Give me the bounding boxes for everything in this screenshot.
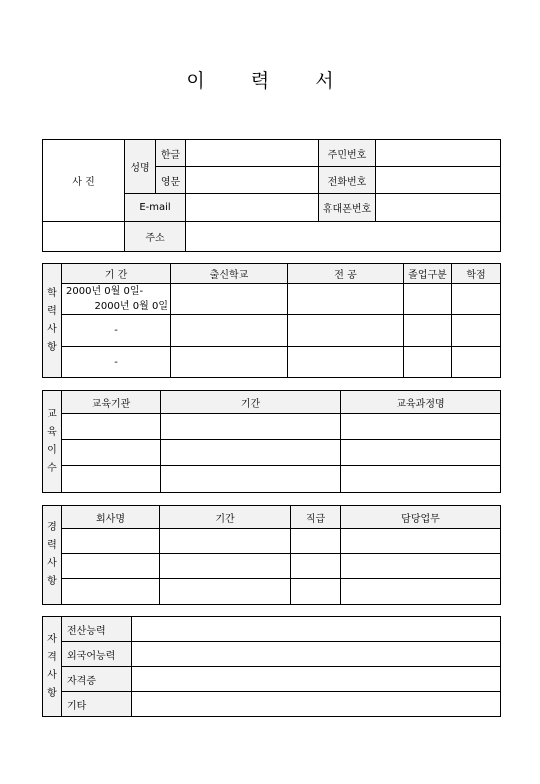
edu-grade-field[interactable] <box>452 315 501 347</box>
hangul-name-field[interactable] <box>186 140 319 167</box>
email-field[interactable] <box>186 194 319 222</box>
training-header-institution: 교육기관 <box>62 391 161 414</box>
career-duties-field[interactable] <box>341 554 501 579</box>
training-course-field[interactable] <box>341 414 501 440</box>
computer-skills-label: 전산능력 <box>62 617 132 642</box>
photo-box-bottom <box>43 222 125 252</box>
career-header-company: 회사명 <box>62 506 160 529</box>
other-label: 기타 <box>62 692 132 717</box>
training-institution-field[interactable] <box>62 414 161 440</box>
career-company-field[interactable] <box>62 579 160 605</box>
career-period-field[interactable] <box>160 554 291 579</box>
qualification-table <box>42 616 501 717</box>
hangul-label: 한글 <box>156 140 186 167</box>
email-label: E-mail <box>125 194 186 222</box>
edu-major-field[interactable] <box>288 284 404 315</box>
resident-no-field[interactable] <box>376 140 501 167</box>
edu-period-field[interactable]: 2000년 0월 0일- 2000년 0월 0일 <box>62 284 171 315</box>
education-side-label: 학 력 사 항 <box>43 264 62 378</box>
edu-period-field[interactable]: - <box>62 315 171 347</box>
career-header-position: 직급 <box>291 506 341 529</box>
edu-major-field[interactable] <box>288 347 404 378</box>
career-position-field[interactable] <box>291 554 341 579</box>
training-table <box>42 390 501 493</box>
language-skills-field[interactable] <box>132 642 501 667</box>
qualification-side-label: 자 격 사 항 <box>43 617 62 717</box>
edu-grade-field[interactable] <box>452 284 501 315</box>
other-field[interactable] <box>132 692 501 717</box>
career-duties-field[interactable] <box>341 579 501 605</box>
edu-graduation-field[interactable] <box>404 347 452 378</box>
edu-graduation-field[interactable] <box>404 315 452 347</box>
career-table <box>42 505 501 605</box>
career-header-period: 기간 <box>160 506 291 529</box>
edu-header-major: 전 공 <box>288 264 404 284</box>
phone-field[interactable] <box>376 167 501 194</box>
career-company-field[interactable] <box>62 529 160 554</box>
edu-period-field[interactable]: - <box>62 347 171 378</box>
career-position-field[interactable] <box>291 529 341 554</box>
edu-school-field[interactable] <box>171 284 288 315</box>
edu-grade-field[interactable] <box>452 347 501 378</box>
training-course-field[interactable] <box>341 440 501 466</box>
edu-header-graduation: 졸업구분 <box>404 264 452 284</box>
edu-header-grade: 학점 <box>452 264 501 284</box>
edu-school-field[interactable] <box>171 315 288 347</box>
mobile-label: 휴대폰번호 <box>319 194 376 222</box>
mobile-field[interactable] <box>376 194 501 222</box>
edu-major-field[interactable] <box>288 315 404 347</box>
training-side-label: 교 육 이 수 <box>43 391 62 493</box>
address-field[interactable] <box>186 222 501 252</box>
language-skills-label: 외국어능력 <box>62 642 132 667</box>
career-period-field[interactable] <box>160 579 291 605</box>
edu-graduation-field[interactable] <box>404 284 452 315</box>
training-period-field[interactable] <box>161 466 341 493</box>
english-label: 영문 <box>156 167 186 194</box>
training-period-field[interactable] <box>161 440 341 466</box>
edu-header-school: 출신학교 <box>171 264 288 284</box>
training-institution-field[interactable] <box>62 466 161 493</box>
certificates-field[interactable] <box>132 667 501 692</box>
edu-school-field[interactable] <box>171 347 288 378</box>
career-duties-field[interactable] <box>341 529 501 554</box>
english-name-field[interactable] <box>186 167 319 194</box>
career-company-field[interactable] <box>62 554 160 579</box>
training-header-course: 교육과정명 <box>341 391 501 414</box>
address-label: 주소 <box>125 222 186 252</box>
certificates-label: 자격증 <box>62 667 132 692</box>
training-header-period: 기간 <box>161 391 341 414</box>
personal-info-table <box>42 139 501 252</box>
computer-skills-field[interactable] <box>132 617 501 642</box>
phone-label: 전화번호 <box>319 167 376 194</box>
name-label: 성명 <box>125 140 156 194</box>
career-period-field[interactable] <box>160 529 291 554</box>
training-period-field[interactable] <box>161 414 341 440</box>
education-table <box>42 263 501 378</box>
page-title: 이 력 서 <box>186 70 354 92</box>
training-institution-field[interactable] <box>62 440 161 466</box>
photo-box: 사 진 <box>43 140 125 222</box>
training-course-field[interactable] <box>341 466 501 493</box>
edu-header-period: 기 간 <box>62 264 171 284</box>
career-position-field[interactable] <box>291 579 341 605</box>
career-side-label: 경 력 사 항 <box>43 506 62 605</box>
career-header-duties: 담당업무 <box>341 506 501 529</box>
resident-no-label: 주민번호 <box>319 140 376 167</box>
